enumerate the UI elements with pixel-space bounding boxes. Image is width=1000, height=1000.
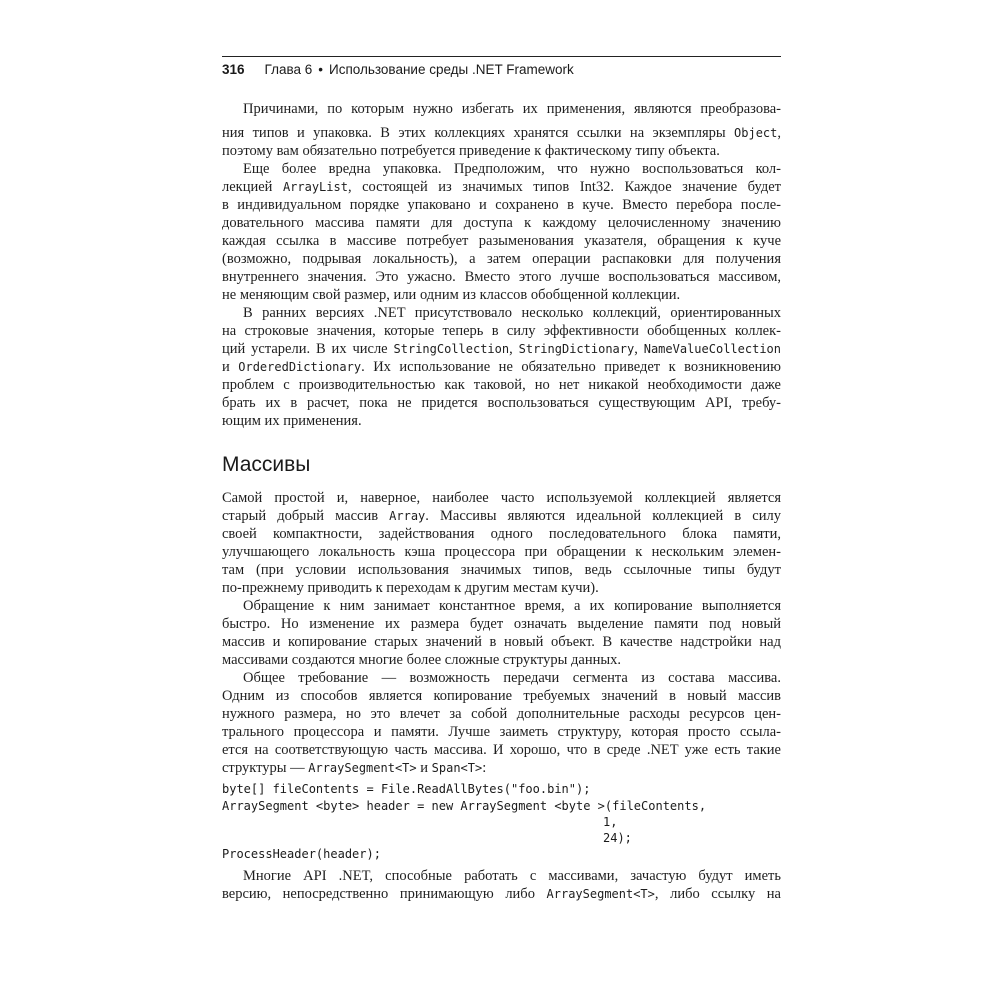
text-line: довательного массива памяти для доступа к каждому целочисленному значению bbox=[222, 215, 781, 231]
inline-code: NameValueCollection bbox=[643, 342, 782, 356]
text-line: там (при условии использования значимых типов, ведь ссылочные типы будут bbox=[222, 562, 781, 578]
inline-code: Object bbox=[734, 126, 778, 140]
text-line: В ранних версиях .NET присутствовало несколько коллекций, ориентированных bbox=[243, 305, 781, 321]
text-line: поэтому вам обязательно потребуется приведение к фактическому типу объекта. bbox=[222, 143, 720, 159]
text-line: версию, непосредственно принимающую либо ArraySegment<T>, либо ссылку на bbox=[222, 886, 781, 902]
text-line: ций устарели. В их числе StringCollection, StringDictionary, NameValueCollection bbox=[222, 341, 782, 357]
inline-code: Span<T> bbox=[431, 761, 483, 775]
inline-code: StringDictionary bbox=[518, 342, 635, 356]
text-line: Многие API .NET, способные работать с массивами, зачастую будут иметь bbox=[243, 868, 781, 884]
inline-code: ArraySegment<T> bbox=[308, 761, 417, 775]
text-line: не меняющим свой размер, или одним из классов обобщенной коллекции. bbox=[222, 287, 681, 303]
text-line: быстро. Но изменение их размера будет означать выделение памяти под новый bbox=[222, 616, 781, 632]
code-line: byte[] fileContents = File.ReadAllBytes("foo.bin"); bbox=[222, 782, 591, 796]
text-line: ющим их применения. bbox=[222, 413, 362, 429]
text-line: трального процессора и памяти. Лучше заиметь структуру, которая просто ссыла- bbox=[222, 724, 781, 740]
code-line: ArraySegment <byte> header = new ArraySegment <byte >(fileContents, bbox=[222, 799, 707, 813]
text-line: структуры — ArraySegment<T> и Span<T>: bbox=[222, 760, 487, 776]
inline-code: ArrayList bbox=[282, 180, 348, 194]
text-line: Причинами, по которым нужно избегать их применения, являются преобразова- bbox=[243, 101, 781, 117]
text-line: лекцией ArrayList, состоящей из значимых типов Int32. Каждое значение будет bbox=[222, 179, 781, 195]
inline-code: OrderedDictionary bbox=[238, 360, 362, 374]
code-line: ProcessHeader(header); bbox=[222, 847, 381, 861]
text-line: Общее требование — возможность передачи сегмента из состава массива. bbox=[243, 670, 781, 686]
inline-code: StringCollection bbox=[393, 342, 510, 356]
text-line: ется на соответствующую часть массива. И хорошо, что в среде .NET уже есть такие bbox=[222, 742, 781, 758]
text-line: Обращение к ним занимает константное время, а их копирование выполняется bbox=[243, 598, 781, 614]
code-line: 24); bbox=[603, 831, 632, 845]
text-line: каждая ссылка в массиве потребует разыменования указателя, обращения к куче bbox=[222, 233, 781, 249]
text-line: (возможно, подрывая локальность), а затем операции распаковки для получения bbox=[222, 251, 781, 267]
code-line: 1, bbox=[603, 815, 618, 829]
running-header bbox=[222, 56, 781, 79]
text-line: Одним из способов является копирование требуемых значений в новый массив bbox=[222, 688, 781, 704]
text-line: Самой простой и, наверное, наиболее часто используемой коллекцией является bbox=[222, 490, 781, 506]
text-line: внутреннего значения. Это ужасно. Вместо этого лучше воспользоваться массивом, bbox=[222, 269, 781, 285]
text-line: в индивидуальном порядке упаковано и сохранено в куче. Вместо перебора после- bbox=[222, 197, 781, 213]
text-line: старый добрый массив Array. Массивы являются идеальной коллекцией в силу bbox=[222, 508, 781, 524]
text-line: брать их в расчет, пока не придется воспользоваться существующим API, требу- bbox=[222, 395, 781, 411]
header-separator: • bbox=[318, 62, 323, 77]
chapter-label: Глава 6 bbox=[264, 62, 313, 77]
text-line: своей компактности, задействования одного последовательного блока памяти, bbox=[222, 526, 781, 542]
text-line: проблем с производительностью как таковой, но нет никакой необходимости даже bbox=[222, 377, 781, 393]
page-number: 316 bbox=[222, 62, 245, 77]
inline-code: ArraySegment<T> bbox=[546, 887, 655, 901]
text-line: массив и копирование старых значений в новый объект. В качестве надстройки над bbox=[222, 634, 781, 650]
text-line: по-прежнему приводить к переходам к другим местам кучи). bbox=[222, 580, 599, 596]
text-line: улучшающего локальность кэша процессора при обращении к нескольким элемен- bbox=[222, 544, 781, 560]
text-line: Еще более вредна упаковка. Предположим, что нужно воспользоваться кол- bbox=[243, 161, 781, 177]
text-line: и OrderedDictionary. Их использование не обязательно приведет к возникновению bbox=[222, 359, 781, 375]
text-line: ния типов и упаковка. В этих коллекциях хранятся ссылки на экземпляры Object, bbox=[222, 125, 781, 141]
text-line: массивами создаются многие более сложные структуры данных. bbox=[222, 652, 621, 668]
book-page bbox=[222, 0, 781, 1000]
text-line: на строковые значения, которые теперь в силу эффективности обобщенных коллек- bbox=[222, 323, 781, 339]
chapter-title: Использование среды .NET Framework bbox=[329, 62, 574, 77]
section-heading: Массивы bbox=[222, 453, 311, 476]
text-line: нужного размера, но это влечет за собой дополнительные расходы ресурсов цен- bbox=[222, 706, 781, 722]
inline-code: Array bbox=[389, 509, 426, 523]
